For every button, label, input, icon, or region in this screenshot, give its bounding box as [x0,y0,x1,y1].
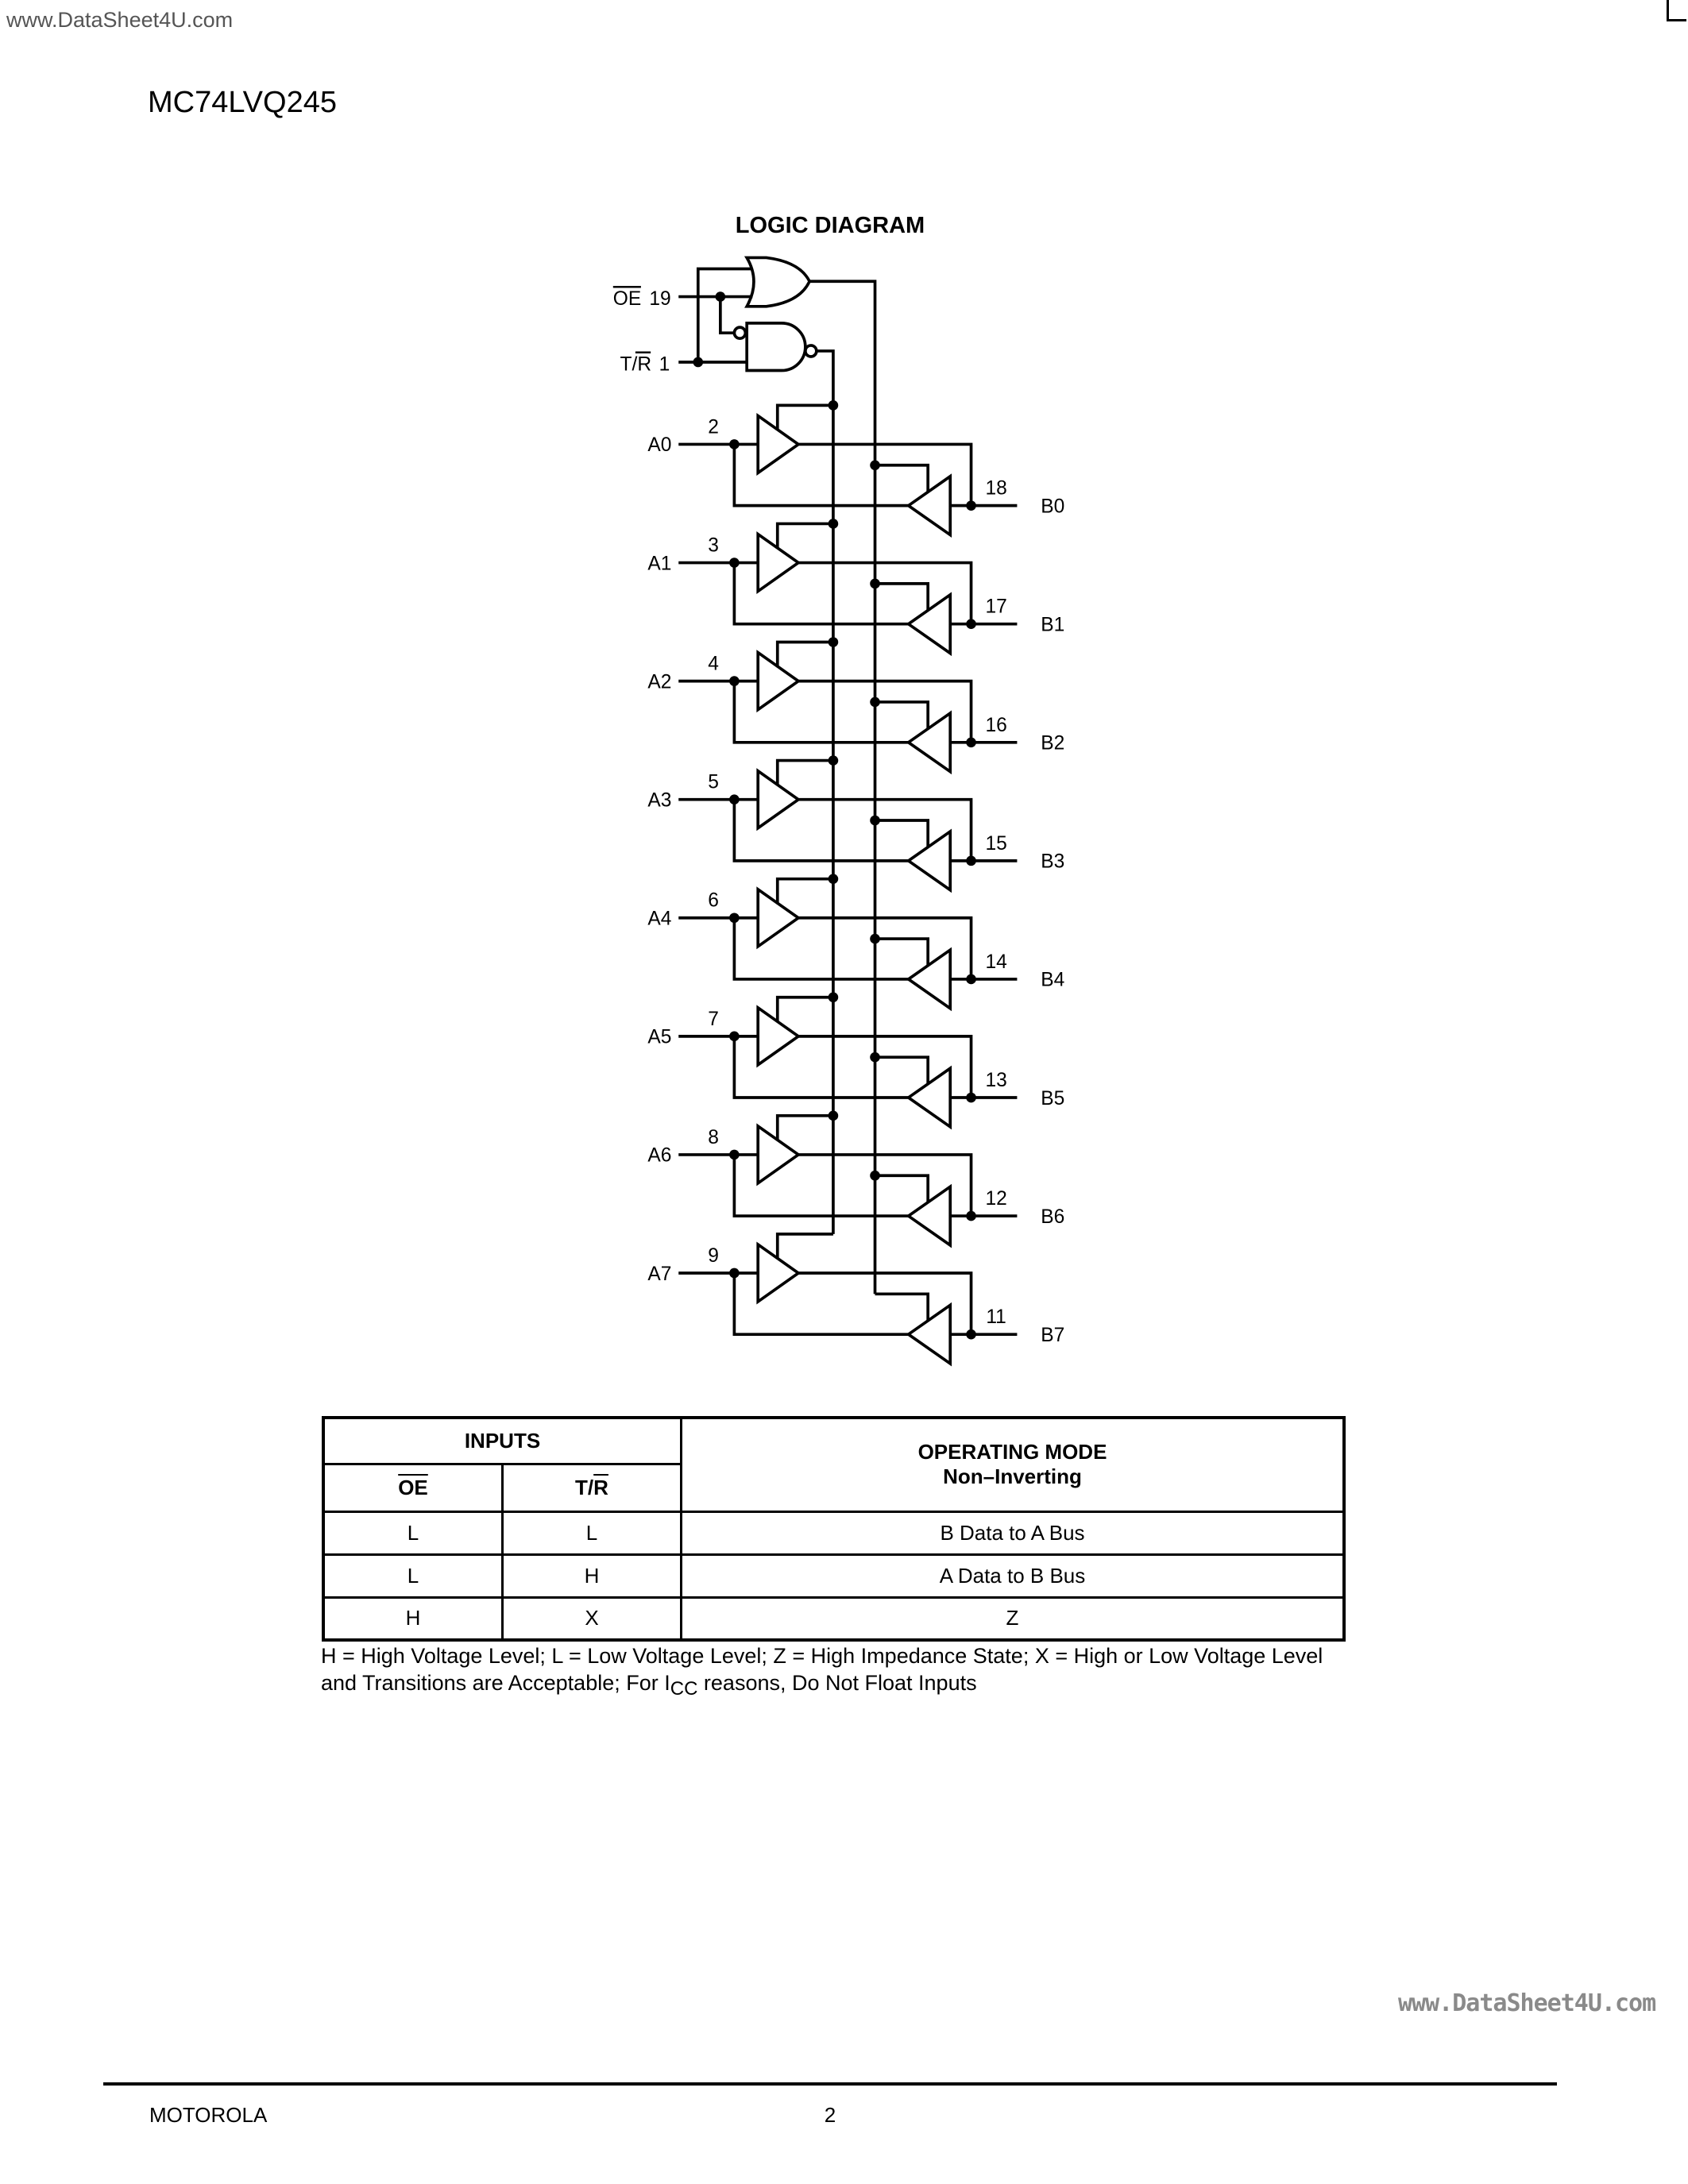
a-to-b-enable-wire [778,523,833,549]
b-to-a-enable-wire [875,465,929,492]
b-pin-number: 17 [985,596,1007,618]
junction-dot [829,992,839,1002]
footnote-text: reasons, Do Not Float Inputs [697,1671,977,1695]
junction-dot [829,755,839,766]
b-port-label: B3 [1041,851,1065,873]
junction-dot [870,579,880,589]
footnote-line-1: H = High Voltage Level; L = Low Voltage Level; Z = High Impedance State; X = High or Low Voltage Level [321,1644,1323,1668]
a-to-b-output-wire [798,1273,971,1334]
a-pin-number: 4 [708,653,719,675]
tr-label-t: T/ [620,353,638,376]
a-port-label: A5 [647,1026,672,1048]
junction-dot [693,357,703,368]
col-tr-header-r: $\overline{R}$ [593,1475,608,1499]
logic-diagram-title: LOGIC DIAGRAM [735,213,925,238]
a-to-b-enable-wire [778,761,833,786]
page-number: 2 [824,2103,836,2127]
b-to-a-enable-wire [875,939,929,965]
cell-tr: X [503,1597,682,1640]
a-to-b-enable-wire [778,997,833,1023]
junction-dot [829,637,839,647]
b-to-a-enable-wire [875,1294,929,1320]
b-to-a-output-wire [734,1155,908,1216]
footnote-text: and Transitions are Acceptable; For I [321,1671,670,1695]
table-footnote [321,1642,1369,1703]
footnote-line-2 [321,1669,1369,1703]
b-port-label: B1 [1041,614,1065,636]
cell-oe: L [323,1511,503,1554]
junction-dot [870,1052,880,1063]
b-port-label: B4 [1041,969,1065,991]
b-to-a-enable-wire [875,1175,929,1202]
b-pin-number: 16 [985,714,1007,736]
cell-mode: B Data to A Bus [682,1511,1345,1554]
a-pin-number: 7 [708,1008,719,1030]
junction-dot [966,500,976,511]
cell-mode: A Data to B Bus [682,1554,1345,1597]
operating-mode-header [682,1418,1345,1511]
junction-dot [729,794,740,805]
col-tr-header-t: T/ [575,1475,594,1499]
operating-mode-title: OPERATING MODE [917,1440,1107,1464]
a-port-label: A6 [647,1144,672,1167]
junction-dot [729,558,740,568]
cell-tr: L [503,1511,682,1554]
a-pin-number: 5 [708,771,719,793]
junction-dot [966,1329,976,1340]
b-to-a-enable-wire [875,702,929,728]
cell-oe: H [323,1597,503,1640]
a-to-b-output-wire [798,918,971,979]
junction-dot [829,874,839,884]
a-to-b-enable-wire [778,879,833,905]
b-port-label: B7 [1041,1324,1065,1346]
a-pin-number: 6 [708,889,719,912]
tr-pin: 1 [659,353,670,376]
tr-to-or-wire [698,268,752,362]
table-row [323,1597,1344,1640]
table-row [323,1511,1344,1554]
junction-dot [729,676,740,686]
junction-dot [870,460,880,470]
col-oe-header: $\overline{OE}$ [398,1475,428,1499]
inputs-header: INPUTS [323,1418,682,1464]
oe-pin: 19 [649,288,671,311]
table-row [323,1554,1344,1597]
a-to-b-enable-bus [817,351,833,1234]
a-to-b-enable-wire [778,1234,833,1260]
junction-dot [870,697,880,708]
b-pin-number: 15 [985,832,1007,855]
junction-dot [829,400,839,411]
b-to-a-enable-wire [875,820,929,847]
a-port-label: A1 [647,553,672,575]
a-to-b-output-wire [798,681,971,743]
b-pin-number: 13 [985,1069,1007,1091]
footnote-subscript: CC [670,1678,698,1700]
cell-mode: Z [682,1597,1345,1640]
a-port-label: A4 [647,908,672,930]
junction-dot [870,934,880,944]
a-to-b-enable-wire [778,642,833,668]
b-port-label: B6 [1041,1206,1065,1228]
a-pin-number: 9 [708,1244,719,1267]
a-to-b-enable-wire [778,1116,833,1141]
operating-mode-subtitle: Non–Inverting [943,1464,1082,1489]
junction-dot [729,1268,740,1279]
source-url-link[interactable]: www.DataSheet4U.com [6,8,234,32]
junction-dot [716,291,726,302]
junction-dot [729,913,740,923]
junction-dot [829,519,839,529]
b-to-a-output-wire [734,444,908,505]
junction-dot [729,439,740,450]
a-port-label: A2 [647,671,672,693]
b-port-label: B0 [1041,496,1065,518]
b-to-a-output-wire [734,800,908,861]
cell-tr: H [503,1554,682,1597]
footer-divider [103,2082,1557,2086]
document-title: MC74LVQ245 [148,86,337,119]
a-to-b-output-wire [798,1155,971,1216]
a-to-b-output-wire [798,444,971,505]
a-to-b-output-wire [798,563,971,624]
a-pin-number: 2 [708,416,719,438]
b-to-a-enable-wire [875,584,929,610]
oe-to-nand-wire [720,297,735,334]
nand-gate [747,323,805,371]
a-pin-number: 3 [708,534,719,557]
junction-dot [729,1032,740,1042]
b-to-a-output-wire [734,1036,908,1098]
junction-dot [966,737,976,747]
b-to-a-output-wire [734,918,908,979]
b-pin-number: 18 [985,477,1007,500]
b-to-a-output-wire [734,563,908,624]
tr-label [620,354,652,376]
junction-dot [729,1150,740,1160]
junction-dot [870,816,880,826]
b-pin-number: 11 [986,1306,1006,1329]
junction-dot [966,1093,976,1103]
junction-dot [870,1171,880,1181]
cell-oe: L [323,1554,503,1597]
function-table [322,1416,1346,1642]
a-port-label: A0 [647,434,672,457]
tr-label-r: R [637,353,652,376]
nand-output-bubble [805,345,817,357]
nand-input-bubble [734,327,745,338]
a-port-label: A3 [647,789,672,812]
junction-dot [966,1211,976,1221]
junction-dot [829,1111,839,1121]
b-to-a-enable-bus [809,281,875,1294]
or-gate [747,257,809,306]
watermark: www.DataSheet4U.com [1398,1989,1656,2017]
junction-dot [966,856,976,866]
a-to-b-output-wire [798,800,971,861]
b-pin-number: 12 [985,1188,1007,1210]
b-to-a-output-wire [734,1273,908,1334]
b-port-label: B5 [1041,1087,1065,1109]
a-port-label: A7 [647,1263,672,1285]
junction-dot [966,619,976,629]
b-to-a-enable-wire [875,1057,929,1083]
a-pin-number: 8 [708,1126,719,1148]
a-to-b-output-wire [798,1036,971,1098]
b-to-a-output-wire [734,681,908,743]
footer-brand: MOTOROLA [149,2103,268,2127]
b-port-label: B2 [1041,732,1065,754]
oe-label: OE [612,288,642,311]
b-pin-number: 14 [985,951,1007,973]
a-to-b-enable-wire [778,405,833,430]
junction-dot [966,974,976,985]
